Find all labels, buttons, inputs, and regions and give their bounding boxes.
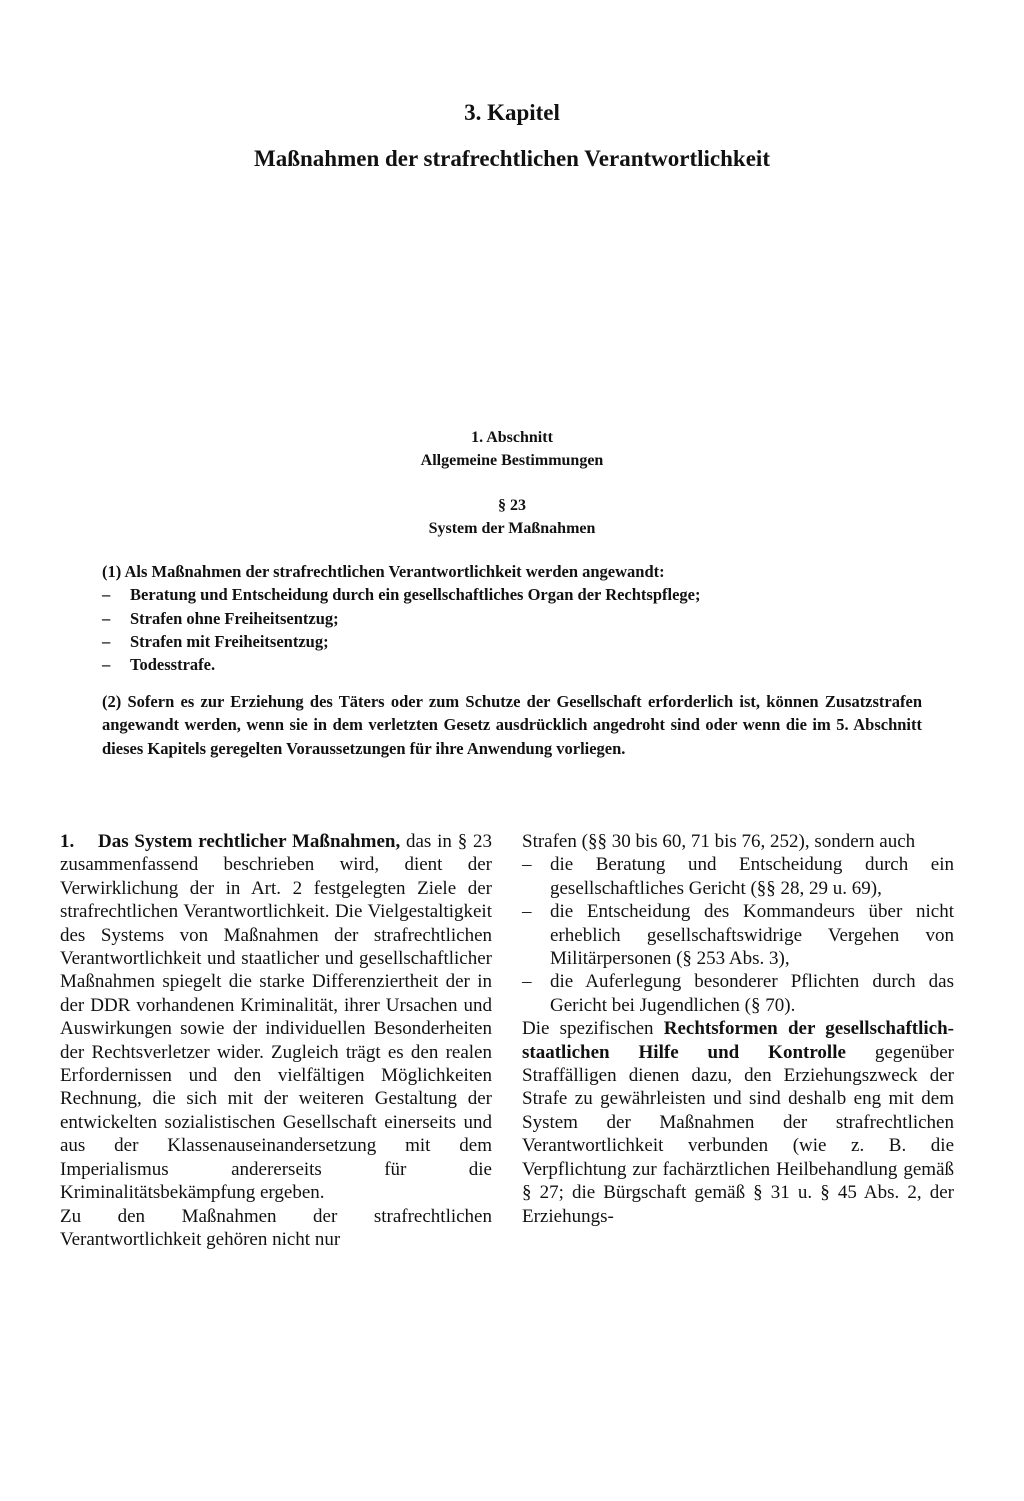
commentary-list-item-text: die Beratung und Entscheidung durch ein gesellschaftliches Gericht (§§ 28, 29 u. 69), bbox=[550, 854, 954, 899]
dash-bullet: – bbox=[102, 631, 111, 651]
law-p1-intro: (1) Als Maßnahmen der strafrechtlichen Verantwortlichkeit werden angewandt: bbox=[102, 562, 665, 581]
law-list-item bbox=[102, 583, 922, 606]
section-number: 1. Abschnitt bbox=[471, 429, 553, 446]
dash-bullet: – bbox=[522, 901, 532, 923]
section-heading bbox=[0, 426, 1024, 472]
paragraph-number: § 23 bbox=[498, 497, 526, 514]
commentary-paragraph bbox=[60, 830, 492, 1205]
law-list-item-text: Strafen mit Freiheitsentzug; bbox=[130, 631, 329, 651]
commentary-text: Die spezifischen bbox=[522, 1018, 654, 1040]
paragraph-heading bbox=[0, 494, 1024, 540]
chapter-title: Maßnahmen der strafrechtlichen Verantwortlichkeit bbox=[254, 146, 770, 171]
commentary-left-column bbox=[60, 830, 492, 1251]
law-list-item-text: Strafen ohne Freiheitsentzug; bbox=[130, 608, 339, 628]
law-paragraph-1 bbox=[102, 560, 922, 676]
dash-bullet: – bbox=[522, 854, 532, 876]
commentary-paragraph bbox=[522, 1017, 954, 1228]
bold-term: Rechtsformen der gesellschaftlich-staatlichen Hilfe und Kontrolle bbox=[522, 1018, 955, 1063]
dash-bullet: – bbox=[102, 585, 111, 605]
law-list-item-text: Beratung und Entscheidung durch ein gesellschaftliches Organ der Rechtspflege; bbox=[130, 585, 701, 605]
commentary-right-column bbox=[522, 830, 954, 1228]
commentary-list-item bbox=[522, 853, 954, 900]
paragraph-title: System der Maßnahmen bbox=[428, 520, 596, 537]
commentary-text: Strafen (§§ 30 bis 60, 71 bis 76, 252), sondern auch bbox=[522, 831, 916, 852]
dash-bullet: – bbox=[102, 608, 111, 628]
section-title: Allgemeine Bestimmungen bbox=[420, 452, 604, 469]
commentary-list-item bbox=[522, 900, 954, 970]
chapter-number: 3. Kapitel bbox=[464, 100, 560, 125]
law-list-item bbox=[102, 630, 922, 653]
commentary-list-item-text: die Auferlegung besonderer Pflichten durch das Gericht bei Jugendlichen (§ 70). bbox=[550, 971, 954, 1016]
commentary-list-item-text: die Entscheidung des Kommandeurs über nicht erheblich gesellschaftswidrige Vergehen von Militärpersonen (§ 253 Abs. 3), bbox=[550, 901, 954, 970]
law-list-item bbox=[102, 607, 922, 630]
dash-bullet: – bbox=[102, 655, 111, 675]
note-number: 1. bbox=[60, 831, 75, 852]
commentary-list-item bbox=[522, 970, 954, 1017]
law-paragraph-2: (2) Sofern es zur Erziehung des Täters oder zum Schutze der Gesellschaft erforderlich ist, können Zusatzstrafen angewandt werden, wenn sie in dem verletzten Gesetz ausdrücklich angedroht sind oder wenn die im 5. Abschnitt dieses Kapitels geregelten Voraussetzungen für ihre Anwendung vorliegen. bbox=[102, 692, 922, 758]
dash-bullet: – bbox=[522, 971, 532, 993]
commentary-text: das in § 23 zusammenfassend beschrieben wird, dient der Verwirklichung der in Art. 2 festgelegten Ziele der strafrechtlichen Verantwortlichkeit. Die Vielgestaltigkeit des Systems von Maßnahmen der strafrechtlichen Verantwortlichkeit und staatlicher und gesellschaftlicher Maßnahmen spiegelt die starke Differenziertheit der in der DDR vorhandenen Kriminalität, ihrer Ursachen und Auswirkungen sowie der individuellen Besonderheiten der Rechtsverletzer wider. Zugleich trägt es den realen Erfordernissen und den vielfältigen Möglichkeiten Rechnung, die sich mit der weiteren Gestaltung der entwickelten sozialistischen Gesellschaft einerseits und aus der Klassenauseinandersetzung mit dem Imperialismus andererseits für die Kriminalitätsbekämpfung ergeben. bbox=[60, 831, 492, 1204]
law-list-item-text: Todesstrafe. bbox=[130, 655, 216, 675]
bold-term: Das System rechtlicher Maßnahmen, bbox=[98, 831, 401, 852]
law-list-item bbox=[102, 653, 922, 676]
commentary-paragraph: Zu den Maßnahmen der strafrechtlichen Verantwortlichkeit gehören nicht nur bbox=[60, 1205, 492, 1250]
commentary-text: gegenüber Straffälligen dienen dazu, den Erziehungszweck der Strafe zu gewährleisten und sind deshalb eng mit dem System der Maßnahmen der strafrechtlichen Verantwortlichkeit verbunden (wie z. B. die Verpflichtung zur fachärztlichen Heilbehandlung gemäß § 27; die Bürgschaft gemäß § 31 u. § 45 Abs. 2, der Erziehungs- bbox=[522, 1041, 954, 1227]
